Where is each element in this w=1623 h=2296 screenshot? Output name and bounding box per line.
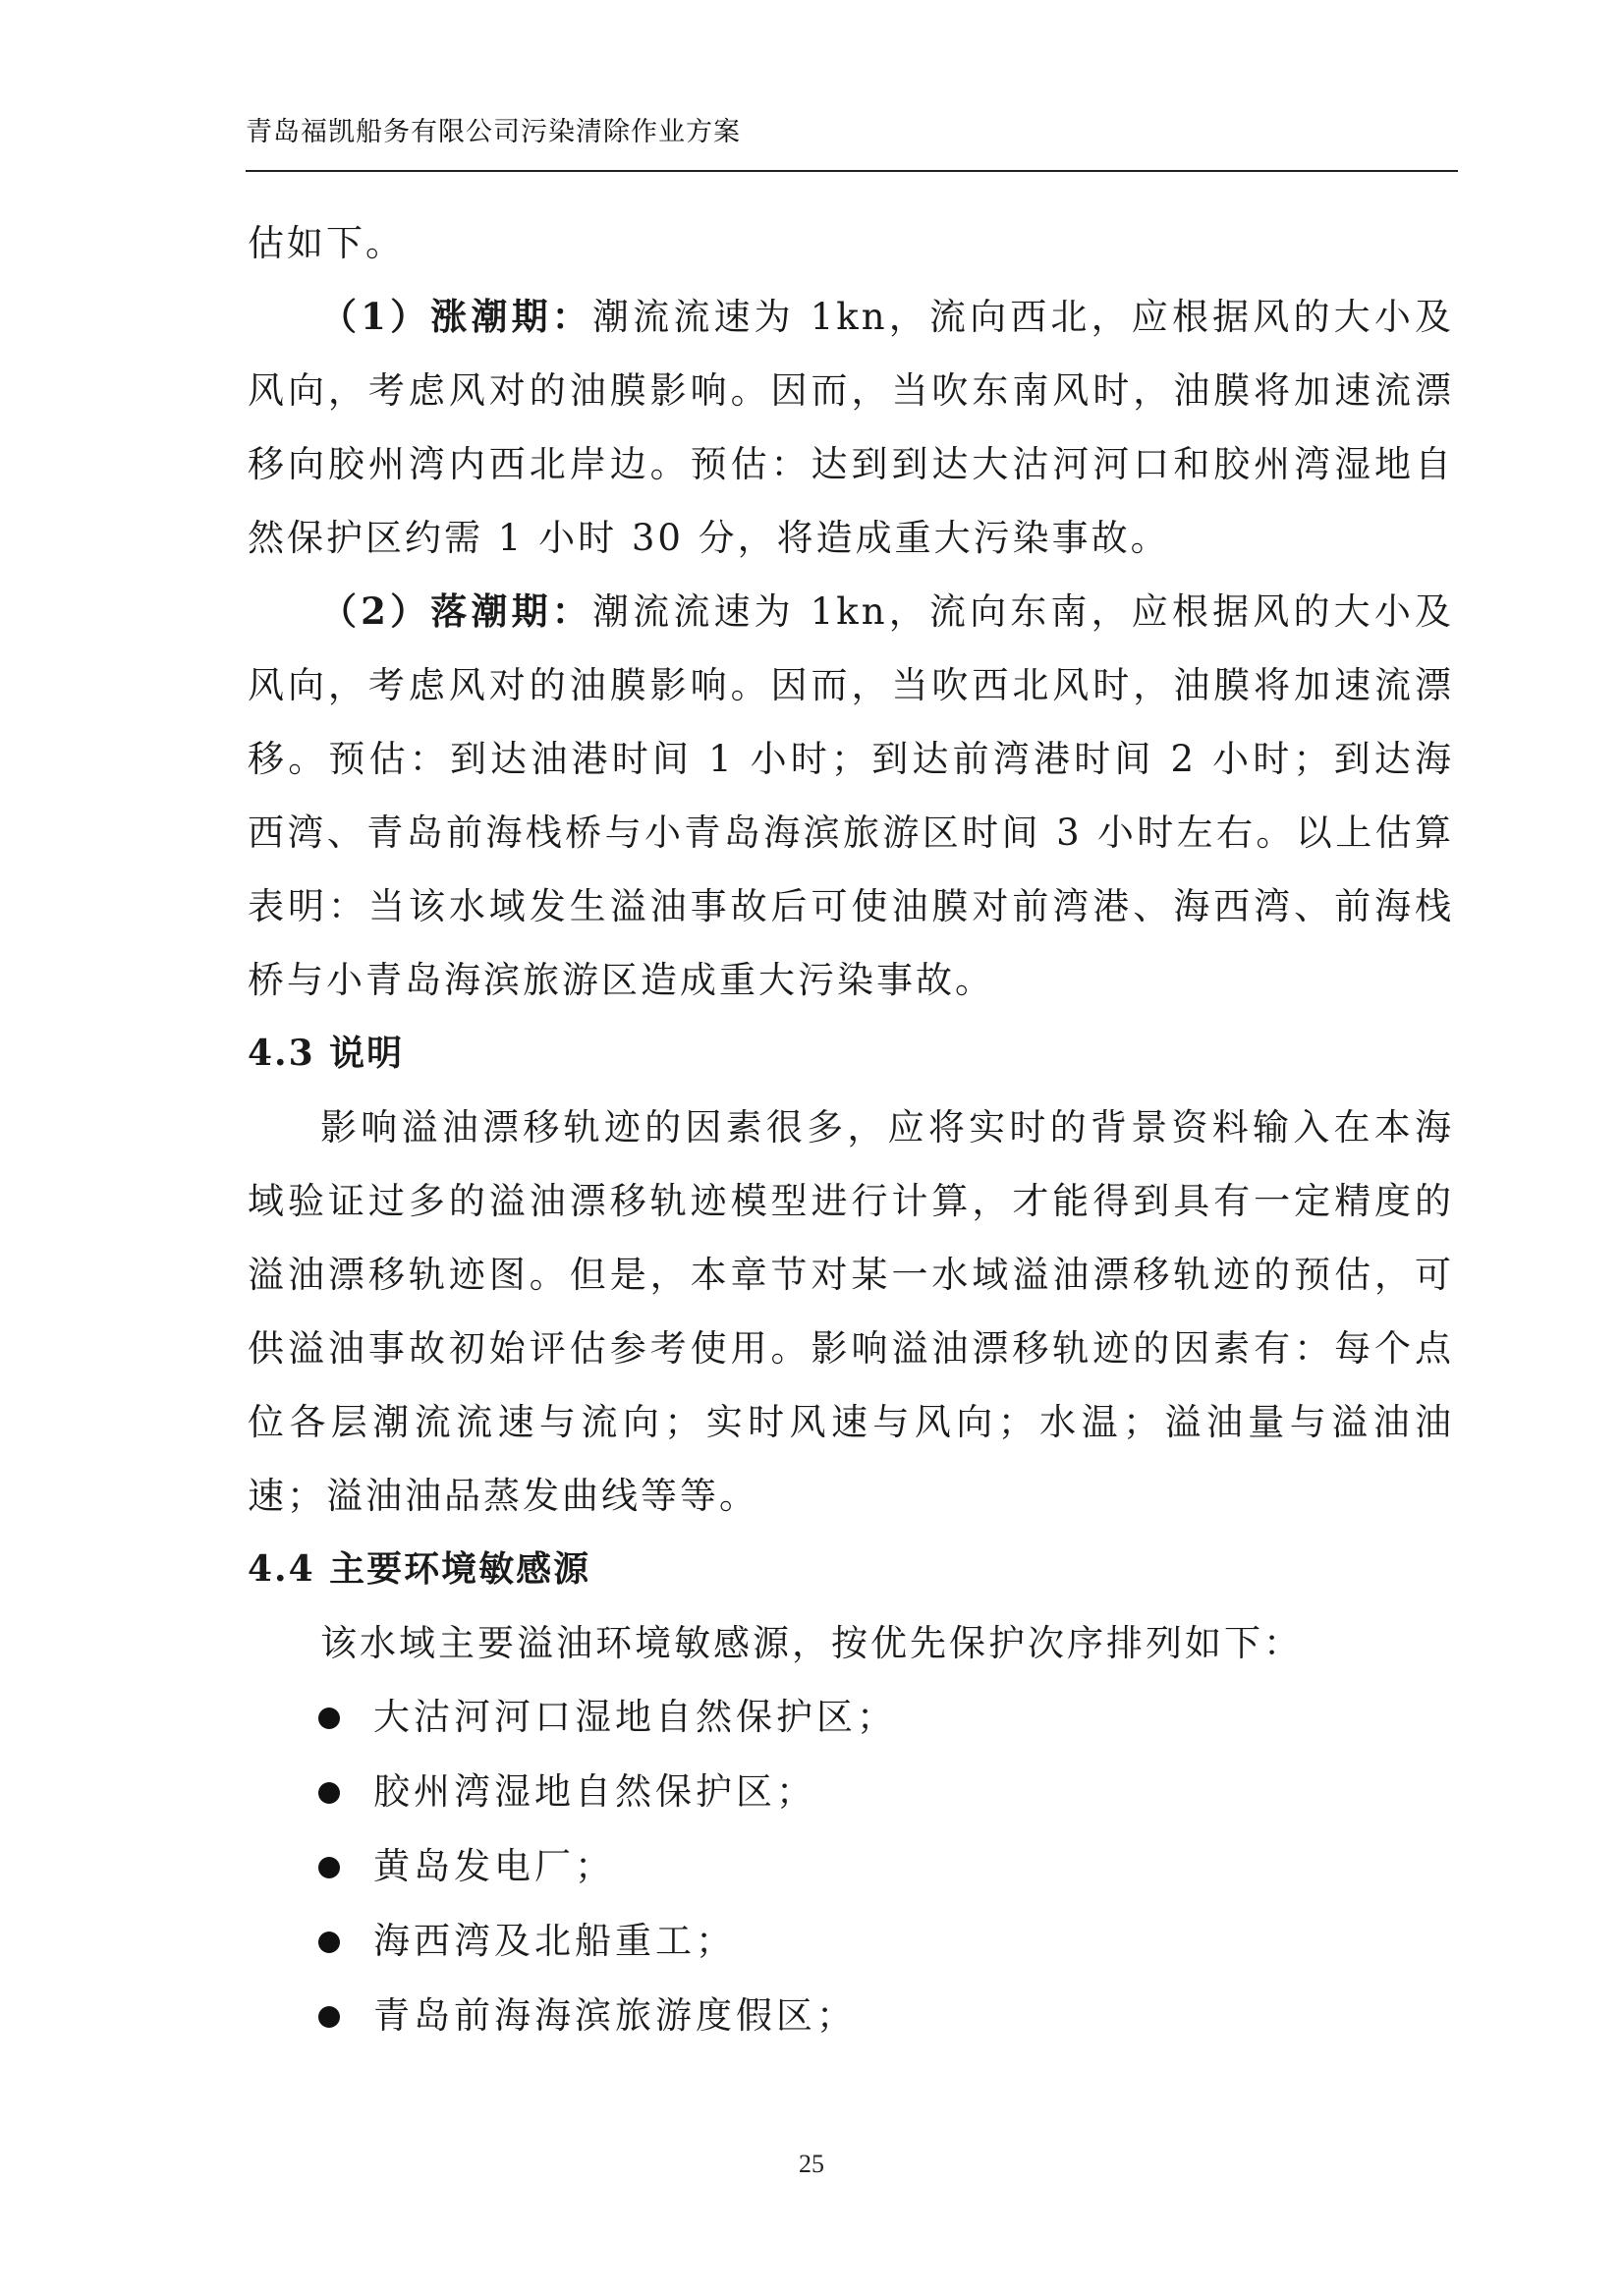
section-heading-4-4: 4.4 主要环境敏感源: [248, 1548, 591, 1590]
bullet-icon: [318, 1932, 340, 1953]
document-header-title: 青岛福凯船务有限公司污染清除作业方案: [246, 117, 741, 147]
list-item-text: 黄岛发电厂；: [373, 1845, 615, 1887]
list-item: [248, 1904, 1454, 1979]
bullet-icon: [318, 1782, 340, 1804]
bullet-icon: [318, 1857, 340, 1878]
section-4-4-intro: 该水域主要溢油环境敏感源，按优先保护次序排列如下：: [320, 1622, 1303, 1664]
page-content: [248, 206, 1454, 2053]
list-item: [248, 1979, 1454, 2053]
list-item-text: 胶州湾湿地自然保护区；: [373, 1770, 816, 1813]
page-number: 25: [799, 2150, 824, 2178]
rising-tide-text: 潮流流速为 1kn，流向西北，应根据风的大小及风向，考虑风对的油膜影响。因而，当吹东南风时，油膜将加速流漂移向胶州湾内西北岸边。预估：达到到达大沽河河口和胶州湾湿地自然保护区约需 1 小时 30 分，将造成重大污染事故。: [248, 296, 1454, 559]
falling-tide-paragraph: [248, 575, 1454, 1017]
list-item: [248, 1829, 1454, 1904]
rising-tide-label: （1）涨潮期：: [320, 295, 592, 338]
list-item: [248, 1680, 1454, 1755]
list-item-text: 海西湾及北船重工；: [373, 1920, 736, 1962]
section-heading-4-3: 4.3 说明: [248, 1033, 405, 1074]
bullet-icon: [318, 2006, 340, 2028]
falling-tide-label: （2）落潮期：: [320, 589, 592, 633]
list-item: [248, 1755, 1454, 1829]
bullet-icon: [318, 1708, 340, 1729]
section-4-3-paragraph: 影响溢油漂移轨迹的因素很多，应将实时的背景资料输入在本海域验证过多的溢油漂移轨迹模型进行计算，才能得到具有一定精度的溢油漂移轨迹图。但是，本章节对某一水域溢油漂移轨迹的预估，可供溢油事故初始评估参考使用。影响溢油漂移轨迹的因素有：每个点位各层潮流流速与流向；实时风速与风向；水温；溢油量与溢油油速；溢油油品蒸发曲线等等。: [248, 1106, 1454, 1517]
sensitive-sources-list: [248, 1680, 1454, 2053]
intro-continuation: 估如下。: [248, 222, 405, 264]
header-divider: [246, 170, 1458, 172]
list-item-text: 青岛前海海滨旅游度假区；: [373, 1994, 857, 2037]
rising-tide-paragraph: [248, 280, 1454, 575]
list-item-text: 大沽河河口湿地自然保护区；: [373, 1696, 897, 1738]
falling-tide-text: 潮流流速为 1kn，流向东南，应根据风的大小及风向，考虑风对的油膜影响。因而，当吹西北风时，油膜将加速流漂移。预估：到达油港时间 1 小时；到达前湾港时间 2 小时；到达海西湾、青岛前海栈桥与小青岛海滨旅游区时间 3 小时左右。以上估算表明：当该水域发生溢油事故后可使油膜对前湾港、海西湾、前海栈桥与小青岛海滨旅游区造成重大污染事故。: [248, 590, 1454, 1001]
